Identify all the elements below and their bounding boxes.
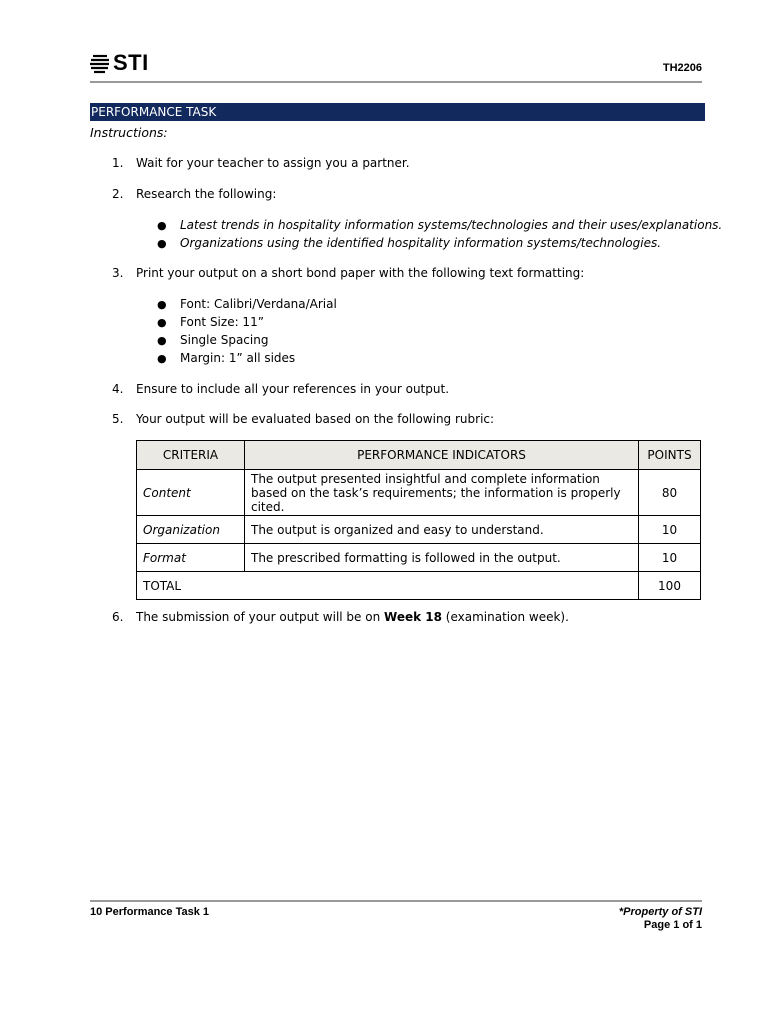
column-header-points: POINTS <box>639 441 701 470</box>
logo-text: STI <box>113 50 149 75</box>
header-divider <box>90 81 702 83</box>
step-highlight: Week 18 <box>384 610 442 624</box>
section-banner: PERFORMANCE TASK <box>90 103 705 121</box>
step-text: Ensure to include all your references in your output. <box>136 382 450 396</box>
indicator-cell: The output presented insightful and complete information based on the task’s requirements; the information is properly cited. <box>245 470 639 516</box>
list-item <box>157 236 661 250</box>
step-text: Research the following: <box>136 187 277 201</box>
step-number: 5. <box>112 412 124 426</box>
page-number: Page 1 of 1 <box>643 919 702 931</box>
total-label: TOTAL <box>137 572 639 600</box>
sti-logo <box>90 50 149 76</box>
page-header <box>90 48 702 82</box>
bullet-icon: ● <box>157 334 167 347</box>
footer-divider <box>90 900 702 902</box>
bullet-icon: ● <box>157 316 167 329</box>
indicator-cell: The prescribed formatting is followed in the output. <box>245 544 639 572</box>
document-code: TH2206 <box>662 62 702 74</box>
points-cell: 80 <box>639 470 701 516</box>
bullet-text: Font: Calibri/Verdana/Arial <box>180 297 337 311</box>
table-header-row <box>137 441 701 470</box>
bullet-icon: ● <box>157 237 167 250</box>
bullet-icon: ● <box>157 352 167 365</box>
step-item <box>112 187 276 201</box>
bullet-text: Margin: 1” all sides <box>180 351 296 365</box>
instructions-label: Instructions: <box>90 125 168 140</box>
step-number: 1. <box>112 156 124 170</box>
bullet-text: Font Size: 11” <box>180 315 264 329</box>
column-header-indicators: PERFORMANCE INDICATORS <box>245 441 639 470</box>
list-item <box>157 218 722 232</box>
rubric-table <box>136 440 701 600</box>
step-number: 6. <box>112 610 124 624</box>
table-total-row <box>137 572 701 600</box>
bullet-text: Latest trends in hospitality information systems/technologies and their uses/explanations. <box>180 218 723 232</box>
points-cell: 10 <box>639 516 701 544</box>
criteria-cell: Organization <box>137 516 245 544</box>
table-row <box>137 544 701 572</box>
step-number: 3. <box>112 266 124 280</box>
bullet-icon: ● <box>157 298 167 311</box>
step-item <box>112 412 494 426</box>
step-item <box>112 156 410 170</box>
indicator-cell: The output is organized and easy to understand. <box>245 516 639 544</box>
step-item <box>112 610 569 624</box>
step-text: Wait for your teacher to assign you a partner. <box>136 156 410 170</box>
step-text: Print your output on a short bond paper with the following text formatting: <box>136 266 585 280</box>
globe-icon <box>90 52 110 74</box>
step-item <box>112 266 584 280</box>
table-row <box>137 470 701 516</box>
total-points: 100 <box>639 572 701 600</box>
step-text: Your output will be evaluated based on the following rubric: <box>136 412 495 426</box>
list-item <box>157 351 295 365</box>
list-item <box>157 315 264 329</box>
points-cell: 10 <box>639 544 701 572</box>
column-header-criteria: CRITERIA <box>137 441 245 470</box>
list-item <box>157 297 337 311</box>
bullet-text: Organizations using the identified hospitality information systems/technologies. <box>180 236 662 250</box>
table-row <box>137 516 701 544</box>
step-text: The submission of your output will be on <box>136 610 385 624</box>
criteria-cell: Content <box>137 470 245 516</box>
bullet-text: Single Spacing <box>180 333 269 347</box>
bullet-icon: ● <box>157 219 167 232</box>
list-item <box>157 333 268 347</box>
step-number: 2. <box>112 187 124 201</box>
step-item <box>112 382 449 396</box>
footer-title: 10 Performance Task 1 <box>90 906 210 918</box>
step-number: 4. <box>112 382 124 396</box>
footer-property: *Property of STI <box>618 906 702 918</box>
criteria-cell: Format <box>137 544 245 572</box>
step-text: (examination week). <box>441 610 569 624</box>
